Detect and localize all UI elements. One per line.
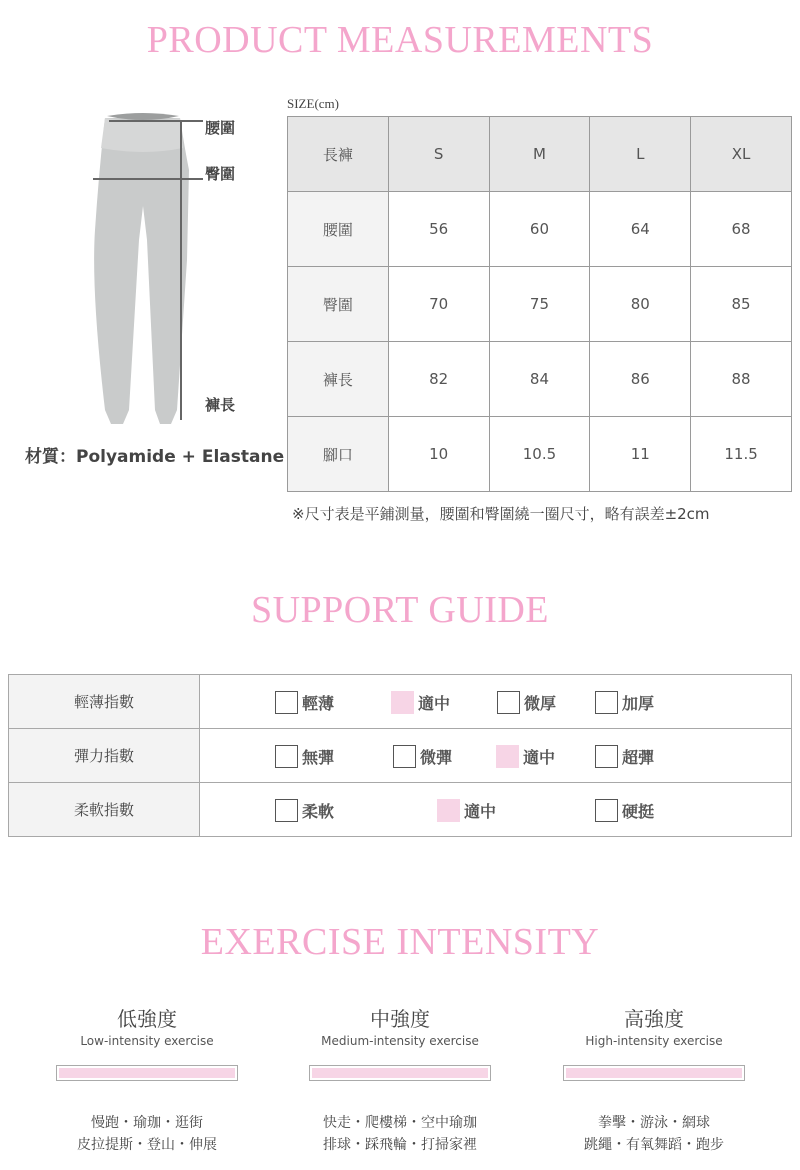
intensity-level-subtitle: Medium-intensity exercise	[321, 1034, 479, 1048]
option-label: 輕薄	[302, 693, 335, 713]
table-row	[9, 675, 792, 729]
measurements-title: PRODUCT MEASUREMENTS	[146, 19, 654, 61]
checked-box-icon	[391, 691, 414, 714]
guide-options	[200, 729, 792, 783]
activity-line: 皮拉提斯・登山・伸展	[77, 1137, 217, 1153]
intensity-bar-fill	[312, 1068, 488, 1078]
table-header-cell: 長褲	[288, 117, 389, 192]
intensity-activities	[534, 1112, 774, 1156]
size-unit-label: SIZE(cm)	[287, 96, 339, 111]
waist-label: 腰圍	[205, 119, 236, 137]
support-guide-table	[8, 674, 792, 837]
guide-option	[595, 743, 654, 769]
table-cell: 64	[590, 192, 691, 267]
guide-option	[275, 797, 334, 823]
size-table-header-row	[288, 117, 792, 192]
option-label: 微厚	[524, 693, 557, 713]
intensity-bar	[56, 1065, 238, 1081]
measurement-note: ※尺寸表是平鋪測量，腰圍和臀圍繞一圈尺寸，略有誤差±2cm	[292, 505, 710, 523]
table-cell: 68	[691, 192, 792, 267]
table-cell: 11.5	[691, 417, 792, 492]
table-cell: 80	[590, 267, 691, 342]
table-cell: 88	[691, 342, 792, 417]
option-label: 加厚	[622, 693, 655, 713]
guide-option	[393, 743, 452, 769]
table-row	[288, 267, 792, 342]
activity-line: 慢跑・瑜珈・逛街	[91, 1115, 203, 1131]
guide-option-selected	[496, 743, 555, 769]
option-label: 無彈	[302, 747, 335, 767]
intensity-bar	[563, 1065, 745, 1081]
intensity-activities	[27, 1112, 267, 1156]
guide-option	[275, 689, 334, 715]
table-header-cell: M	[489, 117, 590, 192]
table-row-label: 腳口	[288, 417, 389, 492]
intensity-bar	[309, 1065, 491, 1081]
table-cell: 11	[590, 417, 691, 492]
table-cell: 82	[388, 342, 489, 417]
activity-line: 排球・踩飛輪・打掃家裡	[323, 1137, 477, 1153]
checkbox-icon	[275, 745, 298, 768]
intensity-title: EXERCISE INTENSITY	[200, 921, 600, 963]
table-cell: 70	[388, 267, 489, 342]
table-row-label: 臀圍	[288, 267, 389, 342]
intensity-level-title: 中強度	[370, 1007, 430, 1031]
table-row	[288, 417, 792, 492]
table-row	[9, 729, 792, 783]
guide-option	[497, 689, 556, 715]
table-header-cell: L	[590, 117, 691, 192]
table-cell: 86	[590, 342, 691, 417]
option-label: 適中	[464, 801, 497, 821]
activity-line: 跳繩・有氧舞蹈・跑步	[584, 1137, 724, 1153]
guide-options	[200, 675, 792, 729]
option-label: 超彈	[622, 747, 655, 767]
checkbox-icon	[275, 691, 298, 714]
intensity-level-subtitle: High-intensity exercise	[585, 1034, 723, 1048]
option-label: 適中	[523, 747, 556, 767]
intensity-bar-fill	[566, 1068, 742, 1078]
material-text: 材質：Polyamide + Elastane	[25, 447, 285, 467]
table-cell: 10.5	[489, 417, 590, 492]
option-label: 硬挺	[622, 801, 655, 821]
table-row	[288, 192, 792, 267]
table-row-label: 腰圍	[288, 192, 389, 267]
length-label: 褲長	[205, 396, 236, 414]
checkbox-icon	[497, 691, 520, 714]
table-cell: 60	[489, 192, 590, 267]
guide-row-label: 彈力指數	[9, 729, 200, 783]
table-header-cell: S	[388, 117, 489, 192]
guide-option	[595, 797, 654, 823]
activity-line: 拳擊・游泳・網球	[598, 1115, 710, 1131]
guide-option-selected	[391, 689, 450, 715]
table-row	[9, 783, 792, 837]
guide-options	[200, 783, 792, 837]
guide-option	[595, 689, 654, 715]
intensity-bar-fill	[59, 1068, 235, 1078]
checkbox-icon	[595, 799, 618, 822]
intensity-level-title: 低強度	[117, 1007, 177, 1031]
intensity-level-title: 高強度	[624, 1007, 684, 1031]
table-row	[288, 342, 792, 417]
intensity-activities	[280, 1112, 520, 1156]
hip-label: 臀圍	[205, 165, 236, 183]
checkbox-icon	[275, 799, 298, 822]
intensity-level-subtitle: Low-intensity exercise	[80, 1034, 214, 1048]
size-table	[287, 116, 792, 492]
guide-option	[275, 743, 334, 769]
guide-option-selected	[437, 797, 496, 823]
table-cell: 56	[388, 192, 489, 267]
support-title: SUPPORT GUIDE	[250, 589, 550, 631]
table-row-label: 褲長	[288, 342, 389, 417]
table-cell: 85	[691, 267, 792, 342]
table-header-cell: XL	[691, 117, 792, 192]
checkbox-icon	[595, 691, 618, 714]
activity-line: 快走・爬樓梯・空中瑜珈	[323, 1115, 477, 1131]
table-cell: 84	[489, 342, 590, 417]
option-label: 適中	[418, 693, 451, 713]
guide-row-label: 柔軟指數	[9, 783, 200, 837]
checkbox-icon	[393, 745, 416, 768]
leggings-illustration	[85, 110, 285, 440]
table-cell: 75	[489, 267, 590, 342]
checked-box-icon	[437, 799, 460, 822]
checkbox-icon	[595, 745, 618, 768]
intensity-high	[534, 1003, 774, 1156]
option-label: 柔軟	[302, 801, 335, 821]
intensity-medium	[280, 1003, 520, 1156]
intensity-low	[27, 1003, 267, 1156]
table-cell: 10	[388, 417, 489, 492]
checked-box-icon	[496, 745, 519, 768]
option-label: 微彈	[420, 747, 453, 767]
guide-row-label: 輕薄指數	[9, 675, 200, 729]
